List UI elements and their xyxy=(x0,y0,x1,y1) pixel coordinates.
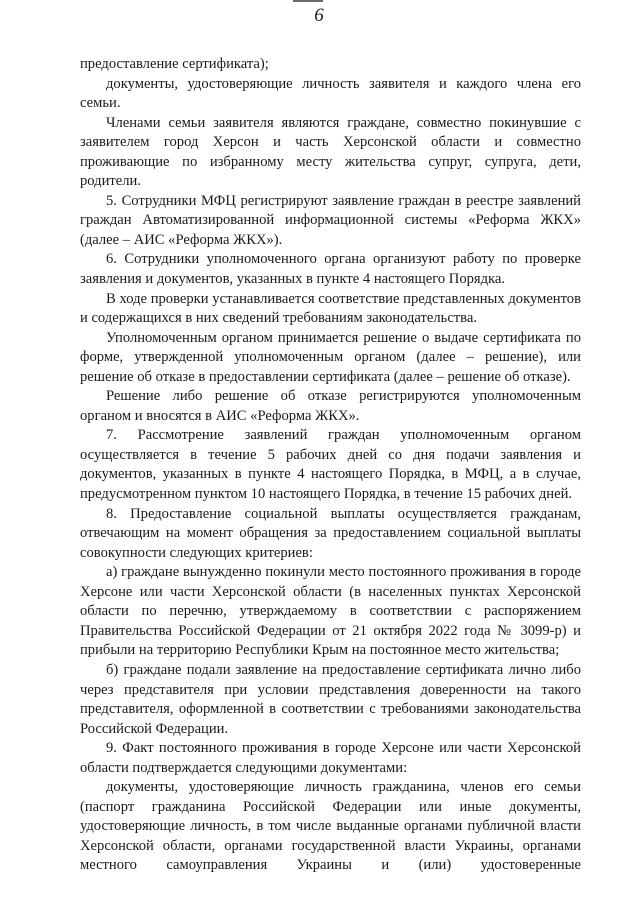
paragraph-verification: В ходе проверки устанавливается соответствие представленных документов и содержащихся в них сведений требованиям законодательства. xyxy=(80,290,581,327)
paragraph-item-5: 5. Сотрудники МФЦ регистрируют заявление граждан в реестре заявлений граждан Автоматизированной информационной системы «Реформа ЖКХ» (далее – АИС «Реформа ЖКХ»). xyxy=(80,192,581,248)
scan-mark xyxy=(293,0,323,2)
paragraph-item-7: 7. Рассмотрение заявлений граждан уполномоченным органом осуществляется в течение 5 рабочих дней со дня подачи заявления и документов, указанных в пункте 4 настоящего Порядка, в МФЦ, а в случае, предусмотренном пунктом 10 настоящего Порядка, в течение 15 рабочих дней. xyxy=(80,427,581,503)
paragraph-family-documents: документы, удостоверяющие личность заявителя и каждого члена его семьи. xyxy=(80,75,581,112)
document-body xyxy=(80,55,581,876)
paragraph-identity-documents: документы, удостоверяющие личность гражданина, членов его семьи (паспорт гражданина Российской Федерации или иные документы, удостоверяющие личность, в том числе выданные органами публичной власти Херсонской области, органами государственной власти Украины, органами местного самоуправления Украины и (или) удостоверенные xyxy=(80,779,581,874)
paragraph-criterion-b: б) граждане подали заявление на предоставление сертификата лично либо через представителя при условии представления доверенности на такого представителя, оформленной в соответствии с требованиями законодательства Российской Федерации. xyxy=(80,661,581,737)
paragraph-item-6: 6. Сотрудники уполномоченного органа организуют работу по проверке заявления и документов, указанных в пункте 4 настоящего Порядка. xyxy=(80,251,581,288)
paragraph-item-9: 9. Факт постоянного проживания в городе Херсоне или части Херсонской области подтверждается следующими документами: xyxy=(80,740,581,776)
page-number: 6 xyxy=(314,5,325,26)
paragraph-registration: Решение либо решение об отказе регистрируются уполномоченным органом и вносятся в АИС «Реформа ЖКХ». xyxy=(80,388,581,424)
paragraph-decision: Уполномоченным органом принимается решение о выдаче сертификата по форме, утвержденной уполномоченным органом (далее – решение), или решение об отказе в предоставлении сертификата (далее – решение об отказе). xyxy=(80,329,581,385)
paragraph-continuation: предоставление сертификата); xyxy=(80,56,269,72)
paragraph-criterion-a: а) граждане вынужденно покинули место постоянного проживания в городе Херсоне или части Херсонской области (в населенных пунктах Херсонской области по перечню, утверждаемому в соответствии с распоряжением Правительства Российской Федерации от 21 октября 2022 года № 3099-р) и прибыли на территорию Республики Крым на постоянное место жительства; xyxy=(80,564,581,659)
paragraph-item-8: 8. Предоставление социальной выплаты осуществляется гражданам, отвечающим на момент обращения за предоставлением социальной выплаты совокупности следующих критериев: xyxy=(80,505,581,561)
paragraph-family-members: Членами семьи заявителя являются граждане, совместно покинувшие с заявителем город Херсон и часть Херсонской области и совместно проживающие по избранному месту жительства супруг, супруга, дети, родители. xyxy=(80,114,581,190)
